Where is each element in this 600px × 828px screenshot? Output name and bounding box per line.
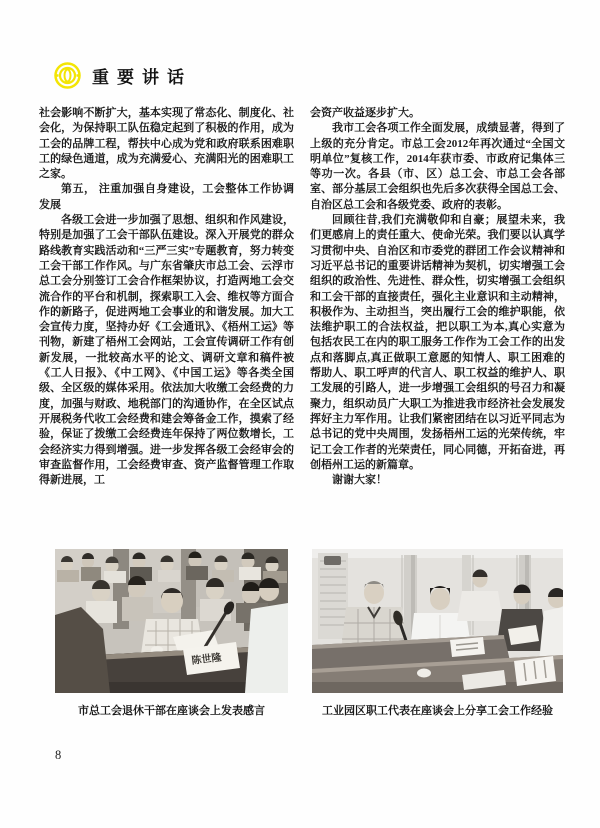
photo-industrial-park-workers: [312, 549, 563, 718]
name-card-text: 陈世隆: [191, 652, 223, 667]
wall-louver: [318, 553, 348, 639]
article-body: [39, 106, 565, 488]
article-column-left: [39, 106, 294, 488]
article-column-right: [310, 106, 565, 488]
section-title: 重要讲话: [92, 68, 192, 87]
subsection-heading: 第五， 注重加强自身建设，工会整体工作协调发展: [39, 183, 294, 211]
paragraph: 各级工会进一步加强了思想、组织和作风建设，特别是加强了工会干部队伍建设。深入开展党的群众路线教育实践活动和“三严三实”专题教育，努力转变工会干部工作作风。与广东省肇庆市总工会、云浮市总工会分别签订工会合作框架协议，打造两地工会交流合作的平台和机制，探索职工入会、维权等方面合作的新路子，促进两地工会事业的和谐发展。加大工会宣传力度，坚持办好《工会通讯》、《梧州工运》等刊物，新建了梧州工会网站，工会宣传调研工作有创新发展，一批较高水平的论文、调研文章和稿件被《工人日报》、《中工网》、《中国工运》等各类全国级、全区级的媒体采用。依法加大收缴工会经费的力度，加强与财政、地税部门的沟通协作，在全区试点开展税务代收工会经费和建会筹备金工作，摸索了经验，保证了拨缴工会经费连年保持了两位数增长，工会经济实力得到增强。进一步发挥各级工会经审会的审查监督作用，工会经费审查、资产监督管理工作取得新进展，工: [39, 214, 294, 487]
paragraph: 社会影响不断扩大，基本实现了常态化、制度化、社会化，为保持职工队伍稳定起到了积极的作用，成为工会的品牌工程，帮扶中心成为党和政府联系困难职工的绿色通道，成为充满爱心、充满阳光的困难职工之家。: [39, 107, 294, 181]
paragraph: 回顾往昔,我们充满敬仰和自豪；展望未来，我们更感肩上的责任重大、使命光荣。我们要以认真学习贯彻中央、自治区和市委党的群团工作会议精神和习近平总书记的重要讲话精神为契机，切实增强工会组织的政治性、先进性、群众性，切实增强工会组织和工会干部的直接责任，强化主业意识和主动精神，积极作为、主动担当，突出履行工会的维护职能，依法维护职工的合法权益，把以职工为本,真心实意为包括农民工在内的职工服务工作作为工会工作的出发点和落脚点,真正做职工意愿的知情人、职工困难的帮助人、职工呼声的代言人、职工权益的维护人、职工发展的引路人，进一步增强工会组织的号召力和凝聚力，组织动员广大职工为推进我市经济社会发展发挥好主力军作用。让我们紧密团结在以习近平同志为总书记的党中央周围，发扬梧州工运的光荣传统，牢记工会工作者的光荣责任，同心同德，开拓奋进，再创梧州工运的新篇章。: [310, 214, 565, 471]
union-emblem-icon: [54, 62, 81, 89]
meeting-photo-right: [312, 549, 563, 693]
page-number: 8: [55, 748, 62, 762]
paragraph: 我市工会各项工作全面发展，成绩显著，得到了上级的充分肯定。市总工会2012年再次通过“全国文明单位”复核工作，2014年获市委、市政府记集体三等功一次。各县（市、区）总工会、市总工会各部室、部分基层工会组织也先后多次获得全国总工会、自治区总工会和各级党委、政府的表彰。: [310, 122, 565, 211]
photo-caption-left: 市总工会退休干部在座谈会上发表感言: [78, 705, 265, 717]
meeting-photo-left: [55, 549, 288, 693]
closing-line: 谢谢大家！: [332, 474, 387, 487]
name-card: [450, 637, 485, 657]
section-header: [54, 62, 192, 89]
paragraph: 会资产收益逐步扩大。: [310, 107, 420, 119]
photo-retired-cadres-symposium: [55, 549, 288, 718]
teacup: [417, 669, 431, 678]
name-card: [514, 656, 556, 686]
photo-caption-right: 工业园区职工代表在座谈会上分享工会工作经验: [322, 705, 553, 717]
